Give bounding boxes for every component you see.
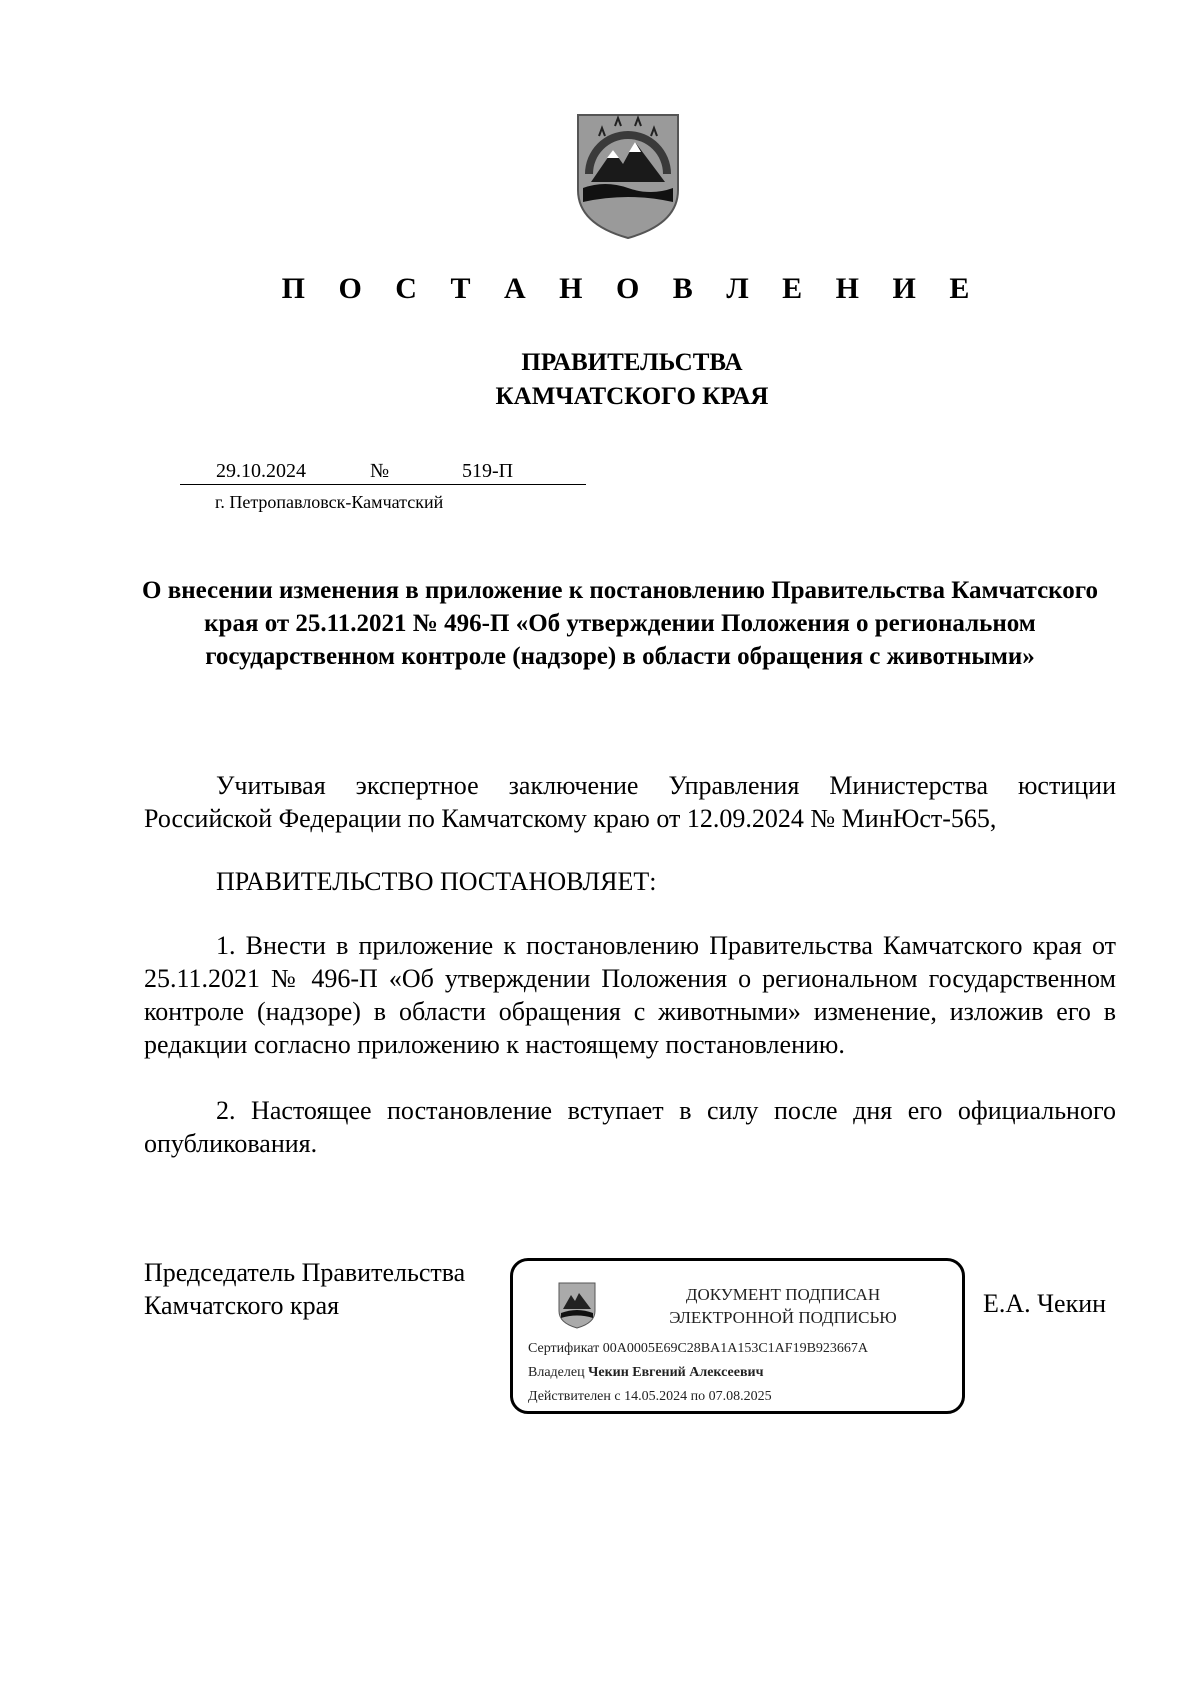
number-sign: № <box>370 460 390 482</box>
clause-2: 2. Настоящее постановление вступает в силу после дня его официального опубликования. <box>144 1096 1116 1158</box>
signer-name: Е.А. Чекин <box>983 1289 1107 1318</box>
stamp-heading-line-2: ЭЛЕКТРОННОЙ ПОДПИСЬЮ <box>669 1308 897 1327</box>
stamp-heading-line-1: ДОКУМЕНТ ПОДПИСАН <box>685 1285 881 1304</box>
document-type-title: П О С Т А Н О В Л Е Н И Е <box>281 272 983 305</box>
authority-line-1: ПРАВИТЕЛЬСТВА <box>521 349 743 376</box>
certificate-label: Сертификат <box>528 1341 600 1356</box>
electronic-signature-stamp <box>510 1258 965 1414</box>
issuing-authority <box>0 346 1200 414</box>
coat-of-arms-emblem <box>575 112 681 240</box>
owner-value: Чекин Евгений Алексеевич <box>588 1365 764 1380</box>
signatory-position <box>144 1256 465 1322</box>
valid-to-date: 07.08.2025 <box>708 1389 772 1404</box>
stamp-heading <box>613 1283 953 1329</box>
owner-label: Владелец <box>528 1365 585 1380</box>
valid-from-date: 14.05.2024 <box>624 1389 688 1404</box>
valid-from-label: с <box>614 1389 621 1404</box>
resolution-heading: ПРАВИТЕЛЬСТВО ПОСТАНОВЛЯЕТ: <box>216 867 657 896</box>
valid-to-label: по <box>690 1389 706 1404</box>
authority-line-2: КАМЧАТСКОГО КРАЯ <box>495 383 769 410</box>
stamp-emblem-icon <box>557 1281 597 1329</box>
validity-line <box>528 1389 772 1405</box>
certificate-value: 00A0005E69C28BA1A153C1AF19B923667A <box>602 1341 869 1356</box>
document-date: 29.10.2024 <box>216 460 306 482</box>
owner-line <box>528 1365 763 1381</box>
clause-1: 1. Внести в приложение к постановлению Правительства Камчатского края от 25.11.2021 № 496-П «Об утверждении Положения о региональном государственном контроле (надзоре) в области обращения с животными» изменение, изложив его в редакции согласно приложению к настоящему постановлению. <box>144 931 1116 1059</box>
validity-label: Действителен <box>528 1389 611 1404</box>
document-subject-title: О внесении изменения в приложение к постановлению Правительства Камчатского края от 25.11.2021 № 496-П «Об утверждении Положения о региональном государственном контроле (надзоре) в области обращения с животными» <box>142 577 1098 670</box>
signatory-position-line-1: Председатель Правительства <box>144 1258 466 1287</box>
registration-line <box>180 460 586 485</box>
preamble-paragraph: Учитывая экспертное заключение Управления Министерства юстиции Российской Федерации по Камчатскому краю от 12.09.2024 № МинЮст-565, <box>144 771 1116 833</box>
signatory-position-line-2: Камчатского края <box>144 1291 340 1320</box>
certificate-line <box>528 1341 868 1357</box>
issue-city: г. Петропавловск-Камчатский <box>215 492 444 512</box>
document-number: 519-П <box>462 460 514 482</box>
